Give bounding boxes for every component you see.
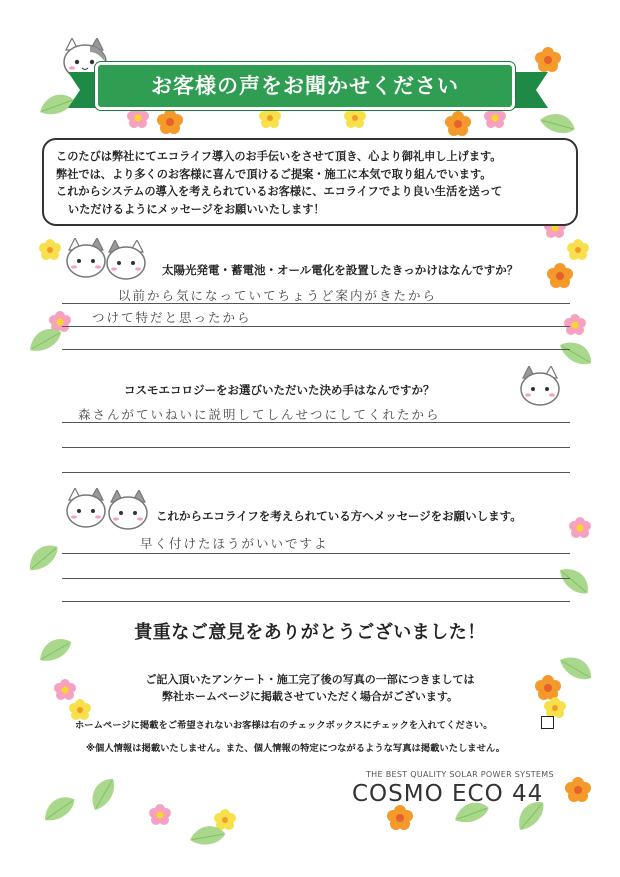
no-publish-checkbox[interactable] bbox=[541, 716, 554, 729]
answer-rule bbox=[62, 303, 570, 304]
cat-mascot-icon bbox=[64, 238, 108, 280]
intro-line: このたびは弊社にてエコライフ導入のお手伝いをさせて頂き、心より御礼申し上げます。 bbox=[56, 150, 502, 163]
answer-rule bbox=[62, 472, 570, 473]
answer-rule bbox=[62, 601, 570, 602]
intro-line: これからシステムの導入を考えられているお客様に、エコライフでより良い生活を送って bbox=[56, 185, 503, 198]
question-3: これからエコライフを考えられている方へメッセージをお願いします。 bbox=[156, 509, 522, 523]
privacy-note: ※個人情報は掲載いたしません。また、個人情報の特定につながるような写真は掲載いたしません。 bbox=[86, 743, 506, 754]
brand-tagline: THE BEST QUALITY SOLAR POWER SYSTEMS bbox=[366, 770, 554, 779]
answer-rule bbox=[62, 553, 570, 554]
page-title: お客様の声をお聞かせください bbox=[151, 74, 459, 98]
notice-line-2: 弊社ホームページに掲載させていただく場合がございます。 bbox=[162, 690, 458, 703]
cat-mascot-icon bbox=[104, 240, 148, 282]
answer-2-line-1: 森さんがていねいに説明してしんせつにしてくれたから bbox=[78, 407, 441, 422]
notice-line-1: ご記入頂いたアンケート・施工完了後の写真の一部につきましては bbox=[145, 673, 475, 686]
answer-rule bbox=[62, 349, 570, 350]
intro-line: いただけるようにメッセージをお願いいたします！ bbox=[68, 202, 325, 216]
answer-rule bbox=[62, 326, 570, 327]
answer-1-line-2: つけて特だと思ったから bbox=[92, 310, 252, 325]
question-1: 太陽光発電・蓄電池・オール電化を設置したきっかけはなんですか？ bbox=[162, 263, 519, 277]
answer-3-line-1: 早く付けたほうがいいですよ bbox=[140, 536, 329, 551]
intro-message-box bbox=[42, 138, 578, 226]
cat-mascot-icon bbox=[106, 490, 150, 534]
question-2: コスモエコロジーをお選びいただいた決め手はなんですか？ bbox=[124, 383, 435, 397]
intro-line: 弊社では、より多くのお客様に喜んで頂けるご提案・施工に本気で取り組んでいます。 bbox=[56, 167, 492, 181]
thanks-message: 貴重なご意見をありがとうございました！ bbox=[134, 622, 486, 643]
answer-rule bbox=[62, 578, 570, 579]
cat-mascot-icon bbox=[64, 488, 108, 532]
answer-1-line-1: 以前から気になっていてちょうど案内がきたから bbox=[118, 288, 438, 303]
answer-rule bbox=[62, 422, 570, 423]
checkbox-label: ホームページに掲載をご希望されないお客様は右のチェックボックスにチェックを入れてください。 bbox=[75, 720, 493, 731]
answer-rule bbox=[62, 447, 570, 448]
brand-logo: COSMO ECO 44 bbox=[352, 781, 544, 807]
cat-mascot-icon bbox=[518, 366, 562, 410]
